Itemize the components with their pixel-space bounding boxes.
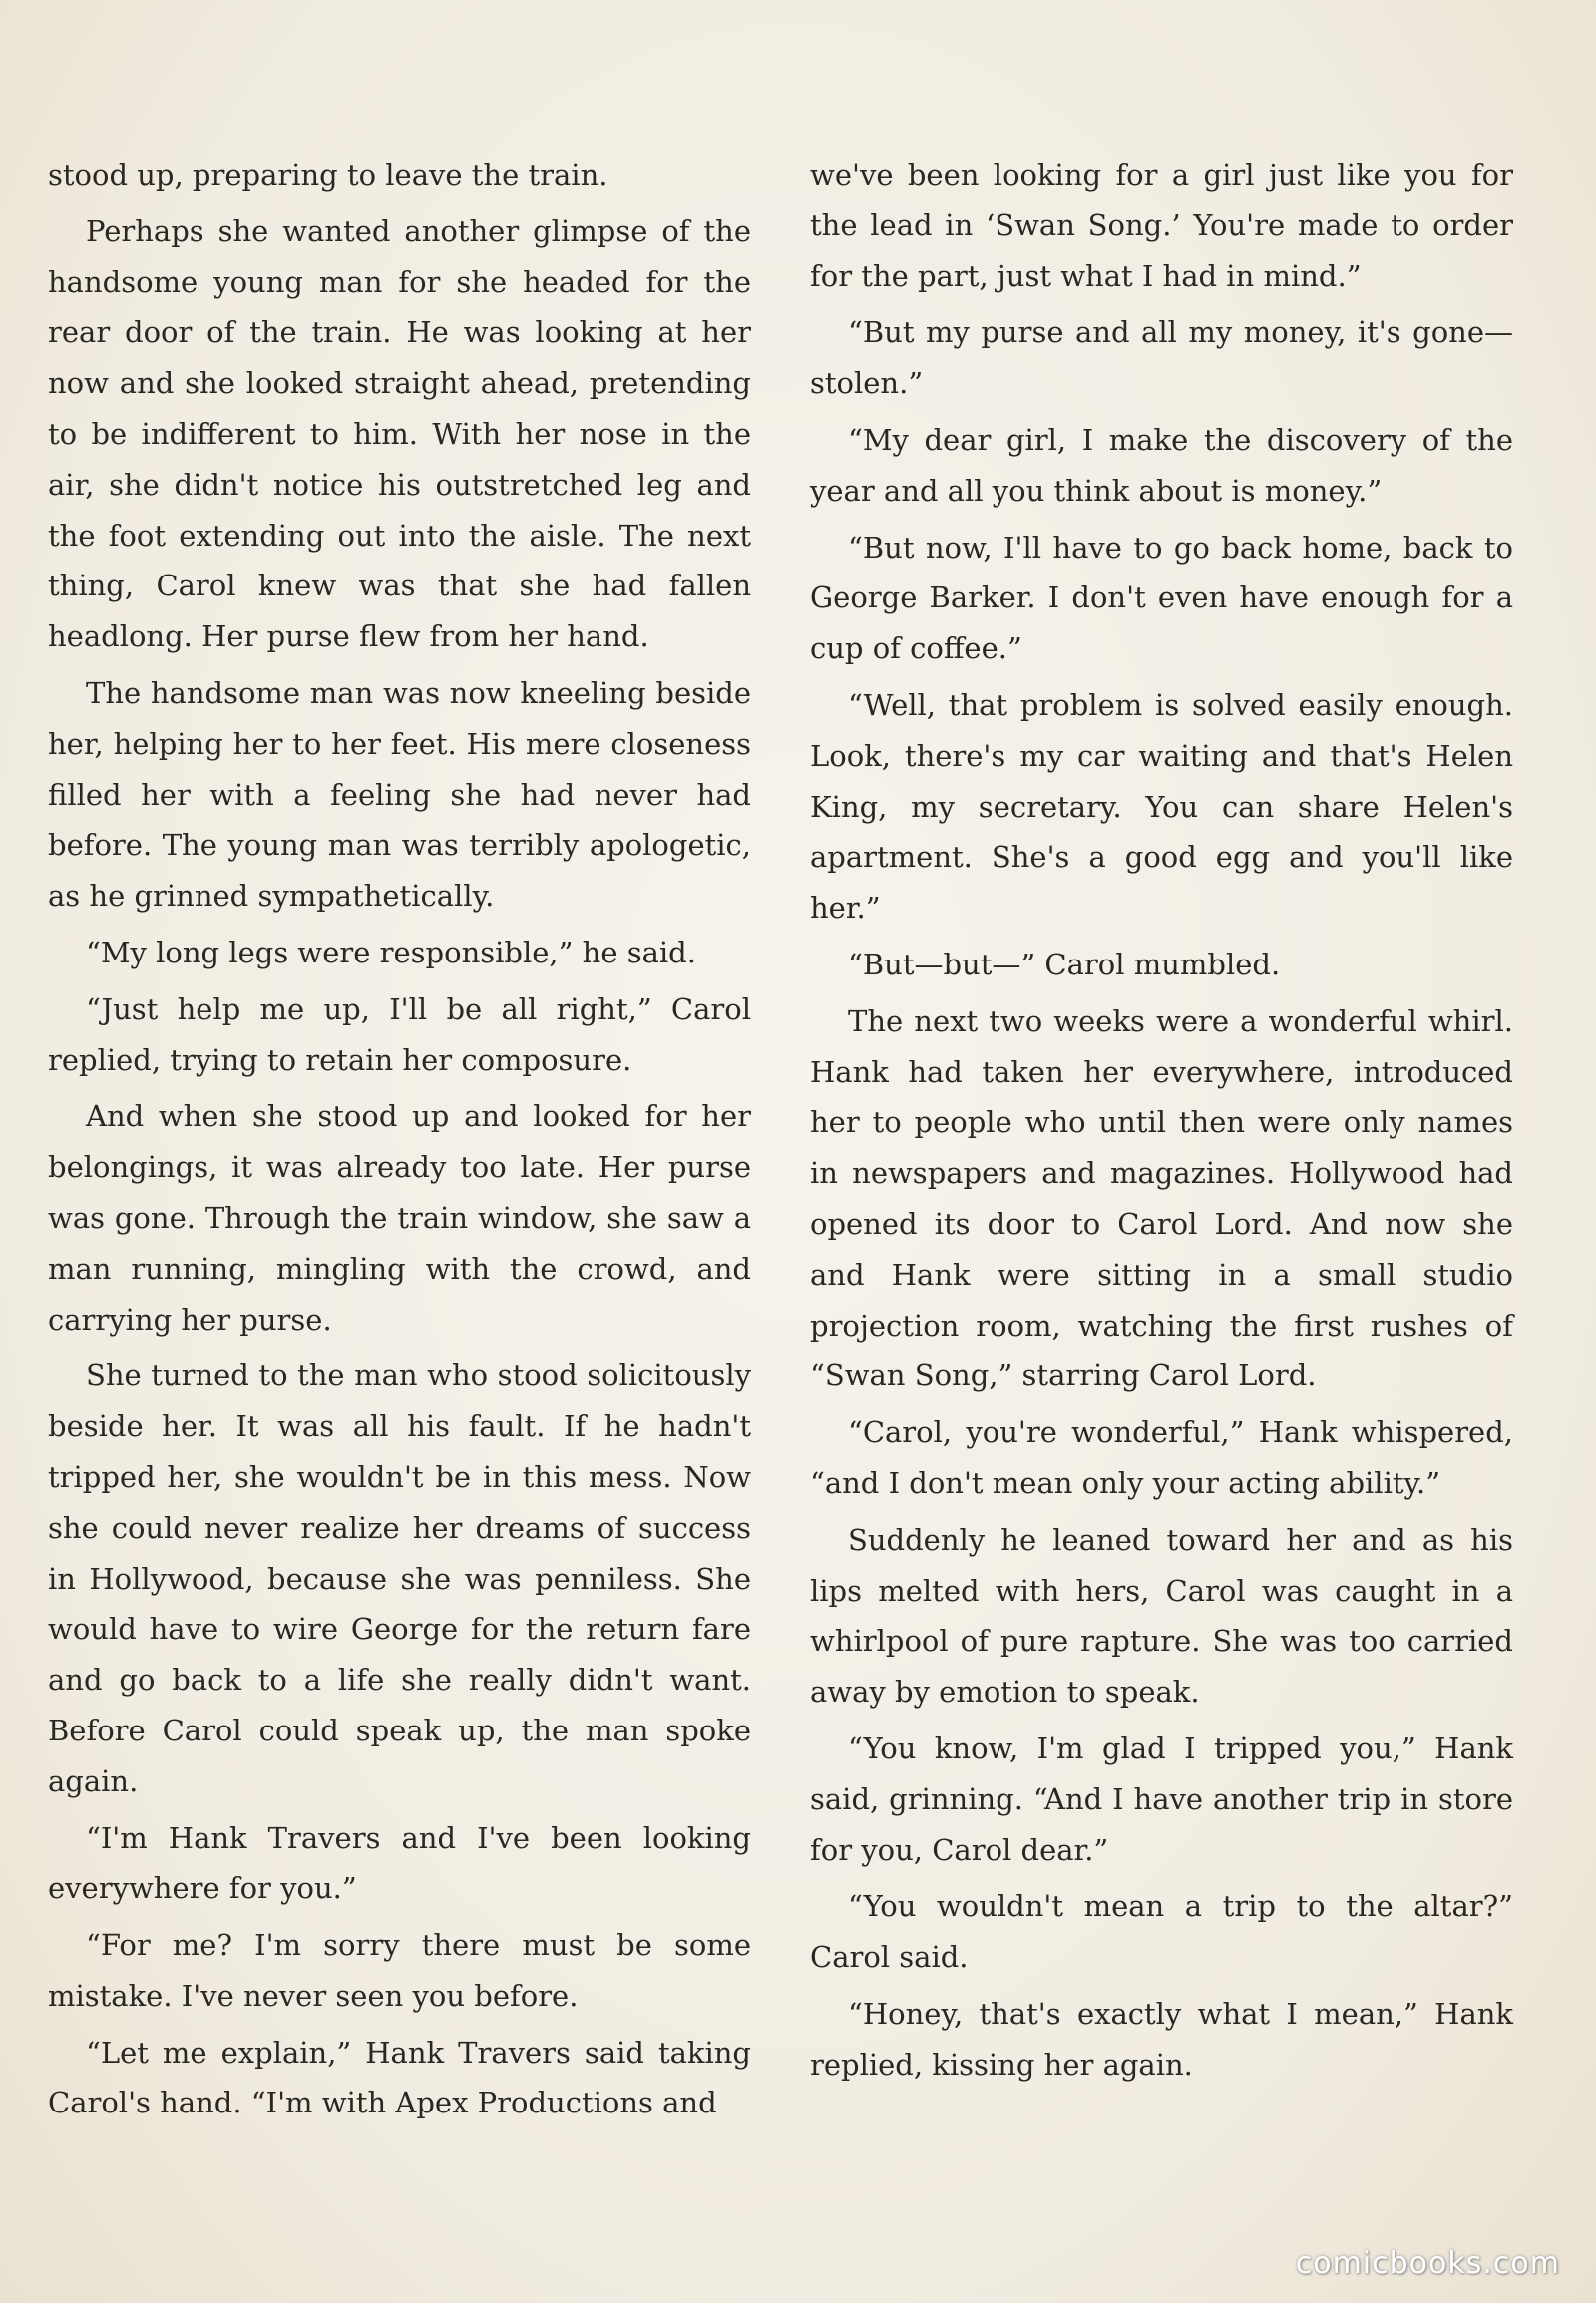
- left-text-column: [48, 150, 751, 2134]
- paragraph: stood up, preparing to leave the train.: [48, 158, 608, 192]
- paragraph: “Well, that problem is solved easily enough. Look, there's my car waiting and that's Helen King, my secretary. You can share Helen's apartment. She's a good egg and you'll like her.”: [810, 687, 1513, 926]
- watermark: comicbooks.com: [1295, 2246, 1560, 2281]
- paragraph: The next two weeks were a wonderful whirl. Hank had taken her everywhere, introduced her to people who until then were only names in newspapers and magazines. Hollywood had opened its door to Carol Lord. And now she and Hank were sitting in a small studio projection room, watching the first rushes of “Swan Song,” starring Carol Lord.: [810, 1003, 1513, 1393]
- paragraph: “You wouldn't mean a trip to the altar?” Carol said.: [810, 1889, 1513, 1975]
- paragraph: “But now, I'll have to go back home, back to George Barker. I don't even have enough for a cup of coffee.”: [810, 530, 1513, 666]
- paragraph: “Just help me up, I'll be all right,” Carol replied, trying to retain her composure.: [48, 991, 751, 1077]
- paragraph: “Carol, you're wonderful,” Hank whispered, “and I don't mean only your acting ability.”: [810, 1415, 1513, 1500]
- paragraph: “Let me explain,” Hank Travers said taking Carol's hand. “I'm with Apex Productions and: [48, 2035, 751, 2120]
- paragraph: “But my purse and all my money, it's gone—stolen.”: [810, 315, 1513, 401]
- paragraph: “My dear girl, I make the discovery of the year and all you think about is money.”: [810, 422, 1513, 508]
- paragraph: “But—but—” Carol mumbled.: [848, 947, 1281, 981]
- paragraph: “My long legs were responsible,” he said.: [86, 935, 696, 969]
- paragraph: Perhaps she wanted another glimpse of the handsome young man for she headed for the rear door of the train. He was looking at her now and she looked straight ahead, pretending to be indifferent to him. With her nose in the air, she didn't notice his outstretched leg and the foot extending out into the aisle. The next thing, Carol knew was that she had fallen headlong. Her purse flew from her hand.: [48, 213, 751, 654]
- paragraph: The handsome man was now kneeling beside her, helping her to her feet. His mere closeness filled her with a feeling she had never had before. The young man was terribly apologetic, as he grinned sympathetically.: [48, 675, 751, 914]
- paragraph: “You know, I'm glad I tripped you,” Hank said, grinning. “And I have another trip in store for you, Carol dear.”: [810, 1730, 1513, 1867]
- paragraph: And when she stood up and looked for her belongings, it was already too late. Her purse was gone. Through the train window, she saw a man running, mingling with the crowd, and carrying her purse.: [48, 1099, 751, 1337]
- paragraph: “For me? I'm sorry there must be some mistake. I've never seen you before.: [48, 1928, 751, 2013]
- paragraph: “I'm Hank Travers and I've been looking everywhere for you.”: [48, 1820, 751, 1906]
- paragraph: Suddenly he leaned toward her and as his lips melted with hers, Carol was caught in a whirlpool of pure rapture. She was too carried away by emotion to speak.: [810, 1522, 1513, 1710]
- paragraph: She turned to the man who stood solicitously beside her. It was all his fault. If he hadn't tripped her, she wouldn't be in this mess. Now she could never realize her dreams of success in Hollywood, because she was penniless. She would have to wire George for the return fare and go back to a life she really didn't want. Before Carol could speak up, the man spoke again.: [48, 1358, 751, 1798]
- paragraph: “Honey, that's exactly what I mean,” Hank replied, kissing her again.: [810, 1996, 1513, 2082]
- right-text-column: [810, 150, 1513, 2096]
- paragraph: we've been looking for a girl just like you for the lead in ‘Swan Song.’ You're made to order for the part, just what I had in mind.”: [810, 158, 1513, 293]
